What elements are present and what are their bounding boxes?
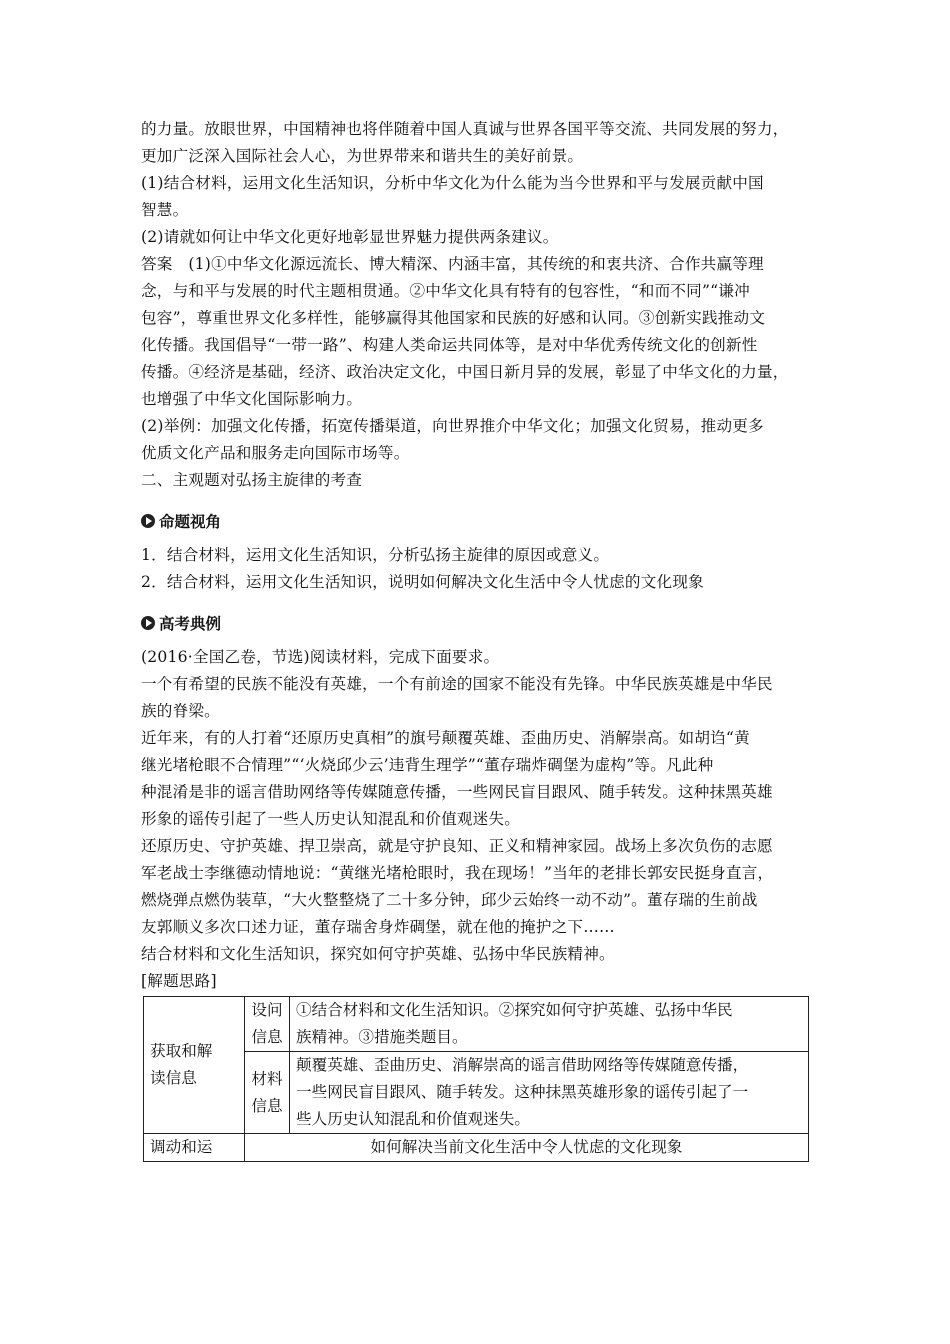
text-line: 的力量。放眼世界，中国精神也将伴随着中国人真诚与世界各国平等交流、共同发展的努力， xyxy=(141,120,789,138)
text-line: 友郭顺义多次口述力证，董存瑞舍身炸碉堡，就在他的掩护之下…… xyxy=(141,918,615,936)
text-line: 形象的谣传引起了一些人历史认知混乱和价值观迷失。 xyxy=(141,810,521,828)
text-line: 还原历史、守护英雄、捍卫崇高，就是守护良知、正义和精神家园。战场上多次负伤的志愿 xyxy=(141,837,773,855)
cell-text: 些人历史认知混乱和价值观迷失。 xyxy=(296,1110,530,1128)
cell-text: ①结合材料和文化生活知识。②探究如何守护英雄、弘扬中华民 xyxy=(296,1001,733,1019)
text-line: 燃烧弹点燃伪装草，“大火整整烧了二十多分钟，邱少云始终一动不动”。董存瑞的生前战 xyxy=(141,891,758,909)
text-line: (2016·全国乙卷，节选)阅读材料，完成下面要求。 xyxy=(141,648,500,666)
text-line: 军老战士李继德动情地说：“黄继光堵枪眼时，我在现场！”当年的老排长郭安民挺身直言， xyxy=(141,864,774,882)
answer-line: 念，与和平与发展的时代主题相贯通。②中华文化具有特有的包容性，“和而不同”“谦冲 xyxy=(141,282,750,300)
answer-line: 包容”，尊重世界文化多样性，能够赢得其他国家和民族的好感和认同。③创新实践推动文 xyxy=(141,309,766,327)
table-cell-content xyxy=(290,1052,809,1134)
heading-label: 高考典例 xyxy=(159,615,222,633)
table-cell-sublabel xyxy=(245,997,290,1052)
text-line: [解题思路] xyxy=(141,972,217,990)
cell-text: 一些网民盲目跟风、随手转发。这种抹黑英雄形象的谣传引起了一 xyxy=(296,1083,749,1101)
intro-section xyxy=(141,116,816,494)
cell-text: 族精神。③措施类题目。 xyxy=(296,1028,468,1046)
table-cell-content xyxy=(290,997,809,1052)
answer-line: 化传播。我国倡导“一带一路”、构建人类命运共同体等，是对中华优秀传统文化的创新性 xyxy=(141,336,758,354)
answer-line: 传播。④经济是基础，经济、政治决定文化，中国日新月异的发展，彰显了中华文化的力量， xyxy=(141,363,789,381)
question-2: (2)请就如何让中华文化更好地彰显世界魅力提供两条建议。 xyxy=(141,228,559,246)
example-section xyxy=(141,644,816,995)
cell-text: 获取和解 xyxy=(150,1042,213,1060)
heading-label: 命题视角 xyxy=(159,513,222,531)
perspective-list xyxy=(141,542,816,596)
text-line: 更加广泛深入国际社会人心，为世界带来和谐共生的美好前景。 xyxy=(141,147,584,165)
play-circle-icon xyxy=(141,616,155,630)
play-circle-icon xyxy=(141,514,155,528)
table-row xyxy=(144,1134,809,1162)
question-1: (1)结合材料，运用文化生活知识，分析中华文化为什么能为当今世界和平与发展贡献中国 xyxy=(141,174,764,192)
heading-perspective xyxy=(141,508,816,534)
cell-text: 材料 xyxy=(251,1069,283,1088)
text-line: 一个有希望的民族不能没有英雄，一个有前途的国家不能没有先锋。中华民族英雄是中华民 xyxy=(141,675,773,693)
section-title: 二、主观题对弘扬主旋律的考查 xyxy=(141,471,363,489)
answer-line: 答案 (1)①中华文化源远流长、博大精深、内涵丰富，其传统的和衷共济、合作共赢等理 xyxy=(141,255,764,273)
text-line: 近年来，有的人打着“还原历史真相”的旗号颠覆英雄、歪曲历史、消解崇高。如胡诌“黄 xyxy=(141,729,750,747)
table-cell-category: 调动和运 xyxy=(144,1134,245,1162)
heading-example xyxy=(141,610,816,636)
document-page xyxy=(141,116,816,1162)
text-line: 结合材料和文化生活知识，探究如何守护英雄、弘扬中华民族精神。 xyxy=(141,945,615,963)
cell-text: 设问 xyxy=(251,1001,283,1019)
text-line: 族的脊梁。 xyxy=(141,702,220,720)
cell-text: 颠覆英雄、歪曲历史、消解崇高的谣言借助网络等传媒随意传播， xyxy=(296,1056,749,1074)
answer-line: 优质文化产品和服务走向国际市场等。 xyxy=(141,444,410,462)
answer-line: (2)举例：加强文化传播，拓宽传播渠道，向世界推介中华文化；加强文化贸易，推动更多 xyxy=(141,417,764,435)
cell-text: 信息 xyxy=(251,1028,283,1046)
list-item: 1．结合材料，运用文化生活知识，分析弘扬主旋律的原因或意义。 xyxy=(141,546,610,564)
text-line: 种混淆是非的谣言借助网络等传媒随意传播，一些网民盲目跟风、随手转发。这种抹黑英雄 xyxy=(141,783,773,801)
text-line: 智慧。 xyxy=(141,201,189,219)
table-row xyxy=(144,997,809,1052)
cell-text: 信息 xyxy=(251,1096,283,1115)
table-cell-sublabel xyxy=(245,1052,290,1134)
text-line: 继光堵枪眼不合情理”“‘火烧邱少云’违背生理学”“董存瑞炸碉堡为虚构”等。凡此种 xyxy=(141,756,714,774)
table-cell-content: 如何解决当前文化生活中令人忧虑的文化现象 xyxy=(245,1134,809,1162)
table-cell-category xyxy=(144,997,245,1134)
cell-text: 读信息 xyxy=(150,1069,197,1087)
list-item: 2．结合材料，运用文化生活知识，说明如何解决文化生活中令人忧虑的文化现象 xyxy=(141,573,704,591)
answer-line: 也增强了中华文化国际影响力。 xyxy=(141,390,363,408)
analysis-table xyxy=(143,996,809,1162)
